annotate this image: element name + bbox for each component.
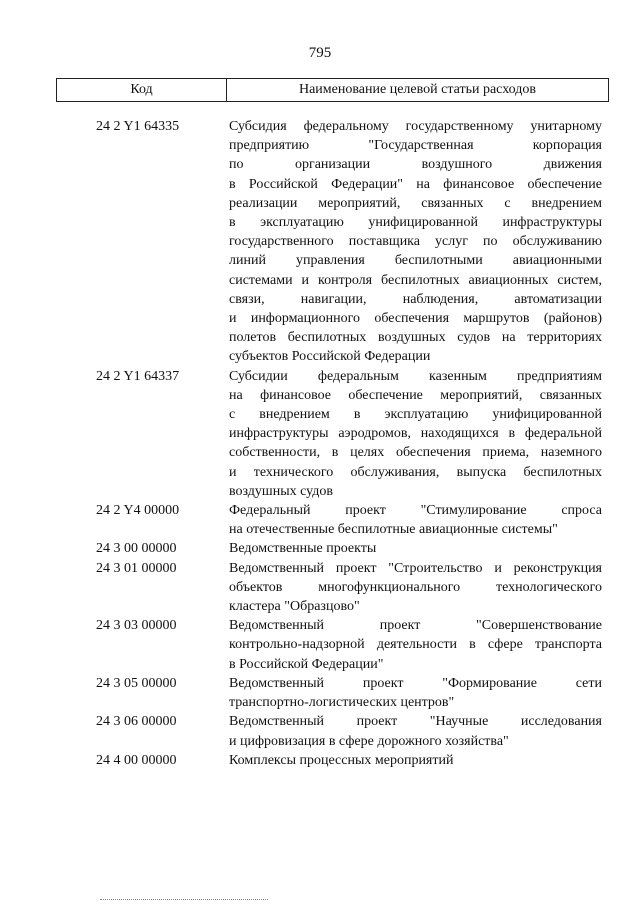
- row-name-line: Комплексы процессных мероприятий: [229, 752, 454, 768]
- row-name-line: Ведомственный проект "Строительство и реконструкция: [229, 560, 602, 576]
- table-row: [0, 559, 640, 617]
- table-row: [0, 539, 640, 558]
- row-name-line: системами и контроля беспилотных авиационных систем,: [229, 272, 602, 288]
- row-name-line: и цифровизация в сфере дорожного хозяйства": [229, 733, 509, 749]
- row-name-line: Ведомственный проект "Формирование сети: [229, 675, 602, 691]
- row-name-line: собственности, в целях обеспечения приема, наземного: [229, 445, 602, 461]
- table-row: [0, 616, 640, 674]
- row-name-line: по организации воздушного движения: [229, 157, 602, 173]
- row-name-line: на отечественные беспилотные авиационные системы": [229, 522, 558, 538]
- row-code: 24 2 Y1 64335: [96, 119, 180, 134]
- row-name-line: Ведомственный проект "Научные исследования: [229, 714, 602, 730]
- table-row: [0, 117, 640, 367]
- row-name-line: инфраструктуры аэродромов, находящихся в федеральной: [229, 426, 602, 442]
- table-row: [0, 751, 640, 770]
- row-name-line: субъектов Российской Федерации: [229, 349, 431, 365]
- row-name-line: в Российской Федерации": [229, 656, 384, 672]
- page-number: 795: [308, 45, 332, 61]
- row-code: 24 3 05 00000: [96, 675, 177, 691]
- row-name-line: в эксплуатацию унифицированной инфраструктуры: [229, 215, 602, 231]
- row-name: [229, 539, 602, 558]
- table-header: [56, 78, 609, 102]
- row-name-line: воздушных судов: [229, 483, 333, 499]
- row-name: [229, 559, 602, 617]
- row-code: 24 3 00 00000: [96, 541, 177, 557]
- bottom-divider: [100, 899, 268, 900]
- row-name-line: Ведомственные проекты: [229, 541, 377, 557]
- table-row: [0, 712, 640, 750]
- row-name-line: полетов беспилотных воздушных судов на территориях: [229, 330, 602, 346]
- row-name: [229, 712, 602, 750]
- row-code: 24 3 01 00000: [96, 560, 177, 576]
- row-name-line: в Российской Федерации" на финансовое обеспечение: [229, 176, 602, 192]
- row-code: 24 4 00 00000: [96, 752, 177, 768]
- row-name-line: линий управления беспилотными авиационными: [229, 253, 602, 269]
- row-name-line: Ведомственный проект "Совершенствование: [229, 618, 602, 634]
- row-name: [229, 674, 602, 712]
- header-code: Код: [57, 79, 227, 101]
- row-name-line: Федеральный проект "Стимулирование спроса: [229, 503, 602, 519]
- row-name: [229, 501, 602, 539]
- row-name-line: реализации мероприятий, связанных с внедрением: [229, 195, 602, 211]
- row-name-line: государственного поставщика услуг по обслуживанию: [229, 234, 602, 250]
- row-code: 24 2 Y1 64337: [96, 368, 180, 384]
- row-name-line: связи, навигации, наблюдения, автоматизации: [229, 291, 602, 307]
- row-name: [229, 616, 602, 674]
- row-name-line: транспортно-логистических центров": [229, 695, 455, 711]
- table-row: [0, 501, 640, 539]
- row-name-line: и информационного обеспечения маршрутов (районов): [229, 311, 602, 327]
- row-name: [229, 367, 602, 501]
- header-name: Наименование целевой статьи расходов: [298, 82, 537, 97]
- row-name-line: контрольно-надзорной деятельности в сфере транспорта: [229, 637, 602, 653]
- table-row: [0, 674, 640, 712]
- row-name: [229, 117, 602, 367]
- row-name-line: предприятию "Государственная корпорация: [229, 138, 602, 154]
- row-name-line: на финансовое обеспечение мероприятий, связанных: [229, 387, 602, 403]
- row-name-line: объектов многофункционального технологического: [229, 579, 602, 595]
- row-name-line: Субсидия федеральному государственному унитарному: [229, 119, 602, 134]
- table-row: [0, 367, 640, 501]
- row-name-line: и технического обслуживания, выпуска беспилотных: [229, 464, 602, 480]
- row-code: 24 2 Y4 00000: [96, 503, 180, 519]
- row-name: [229, 751, 602, 770]
- row-name-line: Субсидии федеральным казенным предприятиям: [229, 368, 602, 384]
- row-name-line: кластера "Образцово": [229, 599, 360, 615]
- row-code: 24 3 06 00000: [96, 714, 177, 730]
- table-body: [0, 117, 640, 770]
- row-name-line: с внедрением в эксплуатацию унифицированной: [229, 407, 602, 423]
- row-code: 24 3 03 00000: [96, 618, 177, 634]
